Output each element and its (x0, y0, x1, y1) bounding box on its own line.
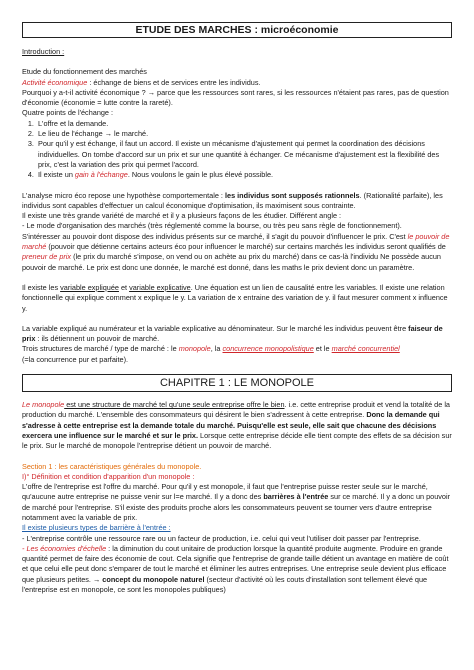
market-power-paragraph (22, 232, 452, 273)
spacer (22, 452, 452, 462)
spacer (22, 57, 452, 67)
intro-heading: Introduction : (22, 47, 65, 56)
market-types-line (22, 344, 452, 354)
list-item (36, 170, 452, 180)
term-monopole: monopole (178, 344, 211, 354)
text: et le (313, 344, 332, 354)
text: et (118, 282, 130, 292)
barriers-types-heading: Il existe plusieurs types de barrière à l'entrée : (22, 523, 171, 533)
text: . Une équation est un lien de causalité entre les variables. Il existe une relation fonctionnelle qui explique comment x explique le y. La variation de x entraine des variation de y. il faut mesurer comment x influence y. (22, 282, 448, 313)
term-marche-concurrentiel: marché concurrentiel (331, 344, 400, 354)
price-maker-paragraph (22, 324, 452, 345)
text: . Nous voulons le gain le plus élevé possible. (127, 170, 274, 180)
monopole-definition (22, 400, 452, 451)
analysis-line: - Le mode d'organisation des marchés (très réglementé comme la bourse, ou très peu sans règle de fonctionnement). (22, 221, 402, 231)
text: S'intéresser au pouvoir dont dispose des individus présents sur ce marché, il s'agit du pouvoir d'influencer le prix. C'est (22, 231, 408, 241)
underlined-text: est une structure de marché tel qu'une seule entreprise offre le bien (64, 400, 285, 410)
term-economies-echelle: - Les économies d'échelle (22, 543, 107, 553)
text: La variable expliqué au numérateur et la variable explicative au dénominateur. Sur le marché les individus peuvent être (22, 323, 409, 333)
list-item: 1. L'offre et la demande. (36, 119, 452, 129)
text: Trois structures de marché / type de marché : le (22, 344, 179, 354)
text: . (Rationalité parfaite), les individus sont capables d'effectuer un calcul économique d'optimisation, ils maximisent sous contrainte. (22, 190, 443, 210)
barriers-paragraph (22, 482, 452, 523)
analysis-line: Il existe une très grande variété de marché et il y a plusieurs façons de les étudier. Différent angle : (22, 211, 342, 221)
term-concurrence-monopolistique: concurrence monopolistique (222, 344, 314, 354)
term-le-monopole: Le monopole (22, 400, 65, 410)
list-item: 3. Pour qu'il y est échange, il faut un accord. Il existe un mécanisme d'ajustement qui permet la coordination des décisions individuelles. On tombe d'accord sur un prix et sur une quantité à échanger. Ce mécanisme d'ajustement est la flexibilité des prix, c'est la variation des prix qui permet l'accord. (36, 139, 452, 170)
text: Il existe un (38, 170, 75, 180)
spacer (22, 314, 452, 324)
chapter-title: CHAPITRE 1 : LE MONOPOLE (22, 374, 452, 392)
text: L'analyse micro éco repose une hypothèse comportementale : (22, 190, 225, 200)
text: Il existe les (22, 282, 61, 292)
barrier-item: - L'entreprise contrôle une ressource rare ou un facteur de production, i.e. celui qui veut l'utiliser doit passer par l'entreprise. (22, 533, 421, 543)
text: , la (210, 344, 223, 354)
subsection-heading: I)° Définition et condition d'apparition d'un monopole : (22, 471, 195, 481)
text: : la diminution du cout unitaire de production lorsque la quantité produite augmente. Produire en grande quantité permet de faire des économie de cout. Cela signifie que l'entreprise de grande taille détient un avantage en matière de coût et que celui elle peut donc s'emparer de tout le marché et éliminer les autres entreprises. Une entreprise seule devient plus efficace que plusieurs petites. (22, 543, 449, 584)
underlined-term: variable expliquée (60, 282, 119, 292)
text: L'offre de l'entreprise est l'offre du marché. Pour qu'il y est monopole, il faut que l'entreprise puisse rester seule sur le marché, qu'aucune autre entreprise ne puisse venir sur l=e marché. Il y a donc des (22, 482, 428, 502)
intro-question: Pourquoi y a-t-il activité économique ? → parce que les ressources sont rares, si les ressources n'étaient pas rares, pas de question d'économie (économie = lutte contre la rareté). (22, 87, 449, 108)
market-types-note: (=la concurrence pur et parfaite). (22, 354, 129, 364)
exchange-points-list (22, 119, 452, 181)
intro-line: Etude du fonctionnement des marchés (22, 67, 147, 77)
bold-text: Donc la demande qui s'adresse à cette entreprise est la demande totale du marché. (22, 410, 440, 430)
underlined-term: variable explicative (129, 282, 191, 292)
text: Lorsque cette entreprise décide elle tient compte des effets de sa décision sur le prix. Sur le marché de monopole l'entreprise détient un pouvoir de marché. (22, 430, 452, 451)
spacer (22, 181, 452, 191)
bold-text: les individus sont supposés rationnels (224, 190, 360, 200)
text: sur ce marché. Il y a donc un pouvoir de marché pour l'entreprise. S'il existe des produits proche alors les consommateurs peuvent se tourner vers d'autre entreprise notamment avec la variable de prix. (22, 492, 451, 522)
section-heading: Section 1 : les caractéristiques générales du monopole. (22, 461, 202, 471)
intro-definition (22, 78, 452, 88)
term-pouvoir-marche: le pouvoir de marché (22, 231, 450, 252)
bold-text: → concept du monopole naturel (92, 574, 205, 584)
intro-points-heading: Quatre points de l'échange : (22, 108, 114, 118)
term-activite: Activité économique (22, 77, 88, 87)
bold-text: Puisqu'elle est seule, elle sait que chacune des décisions exercera une influence sur le marché et sur le prix. (22, 420, 437, 440)
text: (secteur d'activité où les couts d'installation sont tellement élevé que l'entreprise est en monopole, ce sont les monopoles publiques) (22, 574, 428, 595)
bold-text: barrières à l'entrée (263, 492, 329, 502)
text: (le prix du marché s'impose, on vend ou on achète au prix du marché) dans ce cas-là l'individu Ne possède aucun pouvoir de marché. Le prix est donc une donnée, le marché est donné, dans les maths le prix devient donc un paramètre. (22, 252, 441, 272)
document-page (22, 22, 452, 595)
text: (pouvoir que détienne certains acteurs éco pour influencer le marché) sur certains marchés les individus seront qualifiés de (46, 242, 446, 252)
barrier-item-economies (22, 544, 452, 595)
definition-text: : échange de biens et de services entre les individus. (87, 77, 261, 87)
text: : ils détiennent un pouvoir de marché. (35, 334, 160, 344)
term-gain: gain à l'échange (74, 170, 128, 180)
variables-paragraph (22, 283, 452, 314)
list-item: 2. Le lieu de l'échange → le marché. (36, 129, 452, 139)
document-title: ETUDE DES MARCHES : microéconomie (22, 22, 452, 38)
analysis-paragraph (22, 191, 452, 212)
text: . i.e. cette entreprise produit et vend la totalité de la production du marché. L'ensemble des consommateurs qui désirent le bien s'adressent à cette entreprise. (22, 400, 450, 420)
bold-text: faiseur de prix (22, 323, 443, 344)
term-preneur-prix: preneur de prix (22, 252, 72, 262)
spacer (22, 273, 452, 283)
